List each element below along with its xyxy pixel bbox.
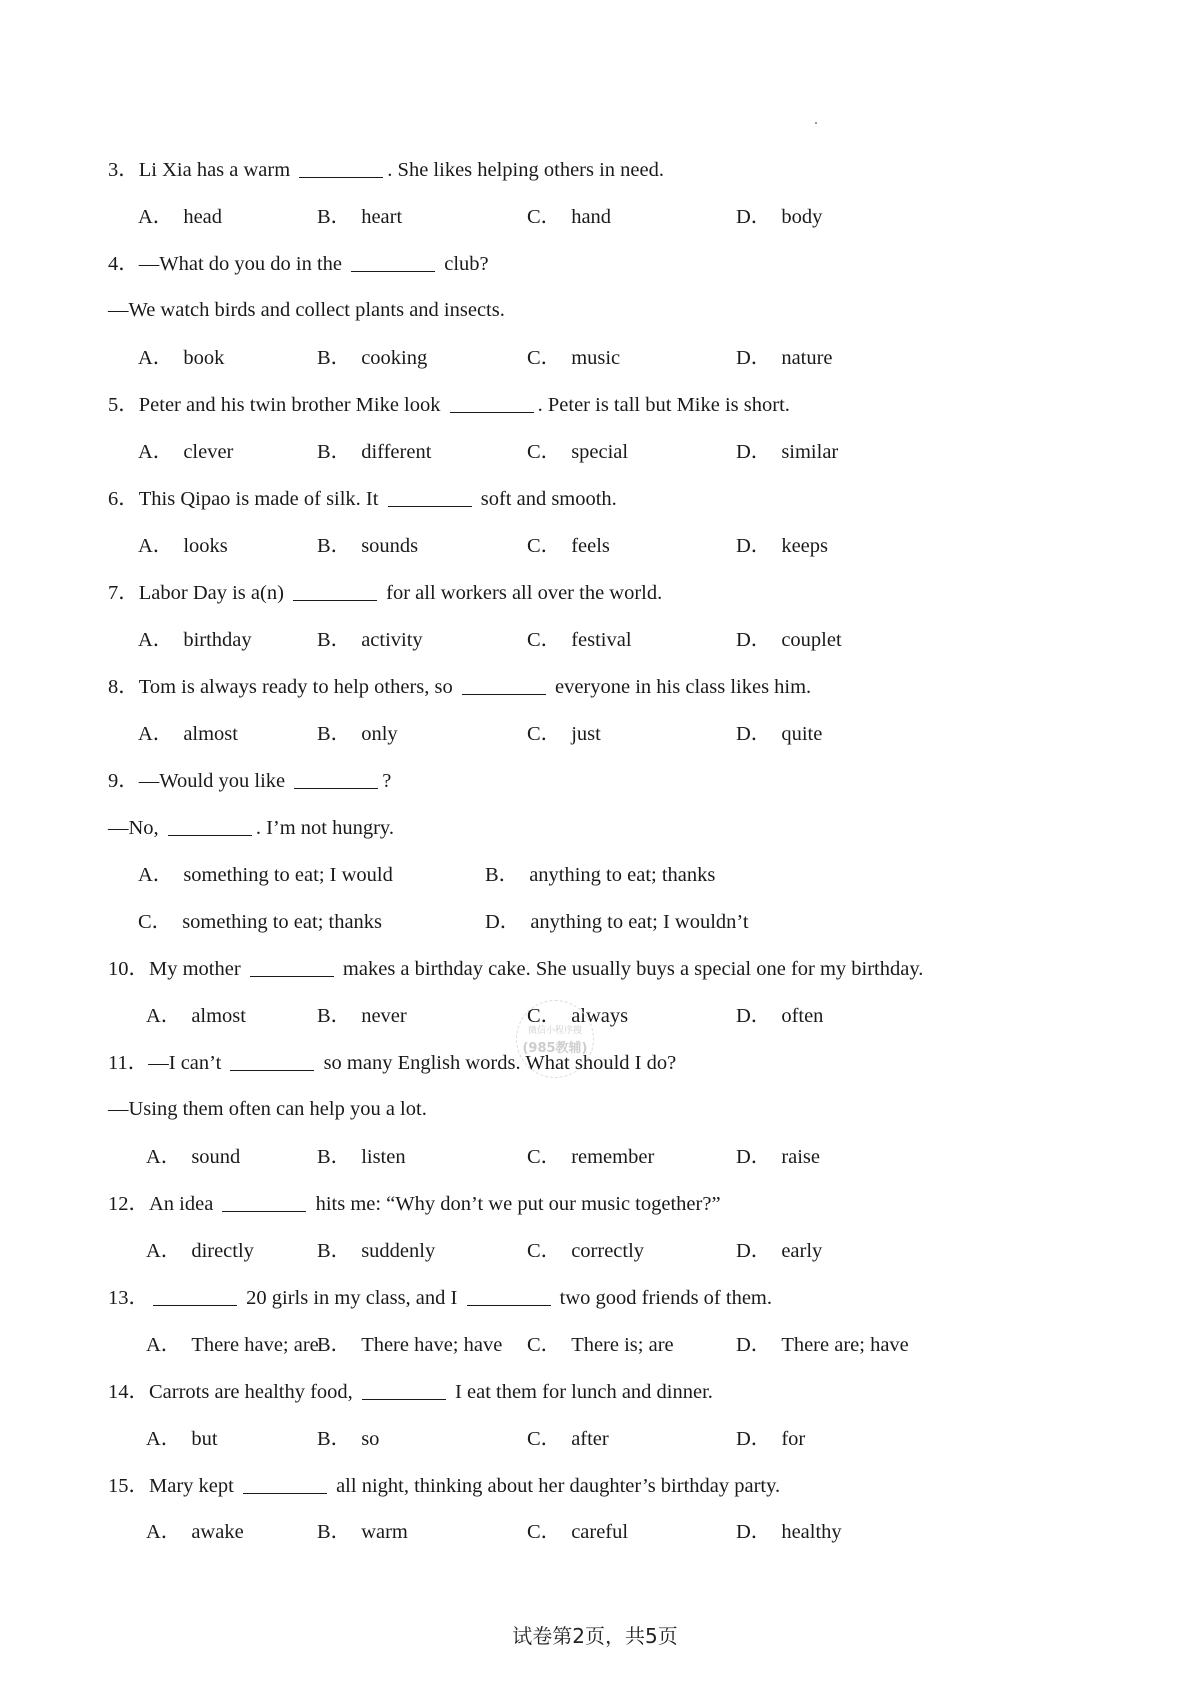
option-d: D． couplet bbox=[736, 629, 842, 651]
question-number: 4． bbox=[108, 253, 139, 275]
question-number: 10． bbox=[108, 958, 149, 980]
answer-blank bbox=[362, 1379, 446, 1400]
answer-blank bbox=[388, 486, 472, 507]
option-c: C． always bbox=[527, 1005, 629, 1027]
page-footer: 试卷第2页，共5页 bbox=[512, 1624, 678, 1648]
option-c: C． feels bbox=[527, 535, 610, 557]
option-a: A． book bbox=[138, 347, 225, 369]
option-a: A． almost bbox=[138, 723, 238, 745]
question-number: 9． bbox=[108, 770, 139, 792]
option-c: C． remember bbox=[527, 1146, 655, 1168]
option-b: B． cooking bbox=[317, 347, 428, 369]
option-a: A． sound bbox=[146, 1146, 241, 1168]
question-12-stem: 12．An idea hits me: “Why don’t we put our music together?” bbox=[108, 1193, 721, 1215]
option-a: A． clever bbox=[138, 441, 234, 463]
option-a: A． head bbox=[138, 206, 223, 228]
option-a: A． awake bbox=[146, 1521, 244, 1543]
question-14-stem: 14．Carrots are healthy food, I eat them for lunch and dinner. bbox=[108, 1381, 713, 1403]
option-a: A． directly bbox=[146, 1240, 254, 1262]
question-10-stem: 10．My mother makes a birthday cake. She usually buys a special one for my birthday. bbox=[108, 958, 924, 980]
option-d: D． quite bbox=[736, 723, 823, 745]
option-d: D． for bbox=[736, 1428, 806, 1450]
option-b: B． There have; have bbox=[317, 1334, 503, 1356]
option-b: B． suddenly bbox=[317, 1240, 436, 1262]
option-b: B． sounds bbox=[317, 535, 419, 557]
question-8-stem: 8．Tom is always ready to help others, so everyone in his class likes him. bbox=[108, 676, 812, 698]
question-11-reply: —Using them often can help you a lot. bbox=[108, 1098, 427, 1120]
option-c: C． correctly bbox=[527, 1240, 645, 1262]
option-b: B． anything to eat; thanks bbox=[485, 864, 716, 886]
answer-blank bbox=[153, 1285, 237, 1306]
option-c: C． There is; are bbox=[527, 1334, 674, 1356]
answer-blank bbox=[293, 580, 377, 601]
speck bbox=[815, 122, 817, 124]
option-d: D． body bbox=[736, 206, 823, 228]
option-c: C． music bbox=[527, 347, 621, 369]
answer-blank bbox=[230, 1050, 314, 1071]
question-9-stem: 9．—Would you like ? bbox=[108, 770, 392, 792]
question-number: 5． bbox=[108, 394, 139, 416]
option-a: A． There have; are bbox=[146, 1334, 319, 1356]
option-a: A． looks bbox=[138, 535, 228, 557]
option-d: D． nature bbox=[736, 347, 833, 369]
option-c: C． careful bbox=[527, 1521, 629, 1543]
option-b: B． listen bbox=[317, 1146, 406, 1168]
question-4-reply: —We watch birds and collect plants and insects. bbox=[108, 299, 505, 321]
question-number: 13． bbox=[108, 1287, 149, 1309]
watermark-stamp: 微信小程序搜 (985教辅) bbox=[516, 1000, 594, 1078]
option-a: A． almost bbox=[146, 1005, 246, 1027]
option-c: C． something to eat; thanks bbox=[138, 911, 383, 933]
option-d: D． similar bbox=[736, 441, 839, 463]
option-b: B． only bbox=[317, 723, 398, 745]
question-number: 6． bbox=[108, 488, 139, 510]
answer-blank bbox=[294, 768, 378, 789]
option-c: C． special bbox=[527, 441, 629, 463]
option-d: D． There are; have bbox=[736, 1334, 909, 1356]
answer-blank bbox=[462, 674, 546, 695]
answer-blank bbox=[168, 815, 252, 836]
option-b: B． heart bbox=[317, 206, 403, 228]
question-number: 7． bbox=[108, 582, 139, 604]
question-9-reply: —No, . I’m not hungry. bbox=[108, 817, 394, 839]
answer-blank bbox=[243, 1473, 327, 1494]
option-b: B． activity bbox=[317, 629, 423, 651]
question-number: 15． bbox=[108, 1475, 149, 1497]
option-a: A． birthday bbox=[138, 629, 252, 651]
question-5-stem: 5．Peter and his twin brother Mike look . Peter is tall but Mike is short. bbox=[108, 394, 790, 416]
question-6-stem: 6．This Qipao is made of silk. It soft and smooth. bbox=[108, 488, 617, 510]
option-b: B． different bbox=[317, 441, 432, 463]
question-number: 3． bbox=[108, 159, 139, 181]
option-d: D． raise bbox=[736, 1146, 821, 1168]
question-4-stem: 4．—What do you do in the club? bbox=[108, 253, 489, 275]
question-number: 12． bbox=[108, 1193, 149, 1215]
answer-blank bbox=[467, 1285, 551, 1306]
option-d: D． healthy bbox=[736, 1521, 842, 1543]
question-7-stem: 7．Labor Day is a(n) for all workers all over the world. bbox=[108, 582, 663, 604]
question-3-stem: 3．Li Xia has a warm . She likes helping others in need. bbox=[108, 159, 664, 181]
question-11-stem: 11．—I can’t so many English words. What should I do? bbox=[108, 1052, 677, 1074]
option-d: D． keeps bbox=[736, 535, 828, 557]
option-b: B． so bbox=[317, 1428, 380, 1450]
option-b: B． never bbox=[317, 1005, 407, 1027]
option-a: A． but bbox=[146, 1428, 218, 1450]
answer-blank bbox=[250, 956, 334, 977]
answer-blank bbox=[351, 251, 435, 272]
option-c: C． after bbox=[527, 1428, 609, 1450]
question-number: 11． bbox=[108, 1052, 149, 1074]
option-c: C． festival bbox=[527, 629, 632, 651]
question-13-stem: 13． 20 girls in my class, and I two good friends of them. bbox=[108, 1287, 772, 1309]
answer-blank bbox=[222, 1191, 306, 1212]
option-d: D． often bbox=[736, 1005, 824, 1027]
answer-blank bbox=[450, 392, 534, 413]
option-d: D． anything to eat; I wouldn’t bbox=[485, 911, 749, 933]
option-c: C． hand bbox=[527, 206, 612, 228]
question-15-stem: 15．Mary kept all night, thinking about her daughter’s birthday party. bbox=[108, 1475, 781, 1497]
answer-blank bbox=[299, 157, 383, 178]
question-number: 8． bbox=[108, 676, 139, 698]
option-a: A． something to eat; I would bbox=[138, 864, 393, 886]
question-number: 14． bbox=[108, 1381, 149, 1403]
option-d: D． early bbox=[736, 1240, 823, 1262]
option-c: C． just bbox=[527, 723, 601, 745]
option-b: B． warm bbox=[317, 1521, 408, 1543]
